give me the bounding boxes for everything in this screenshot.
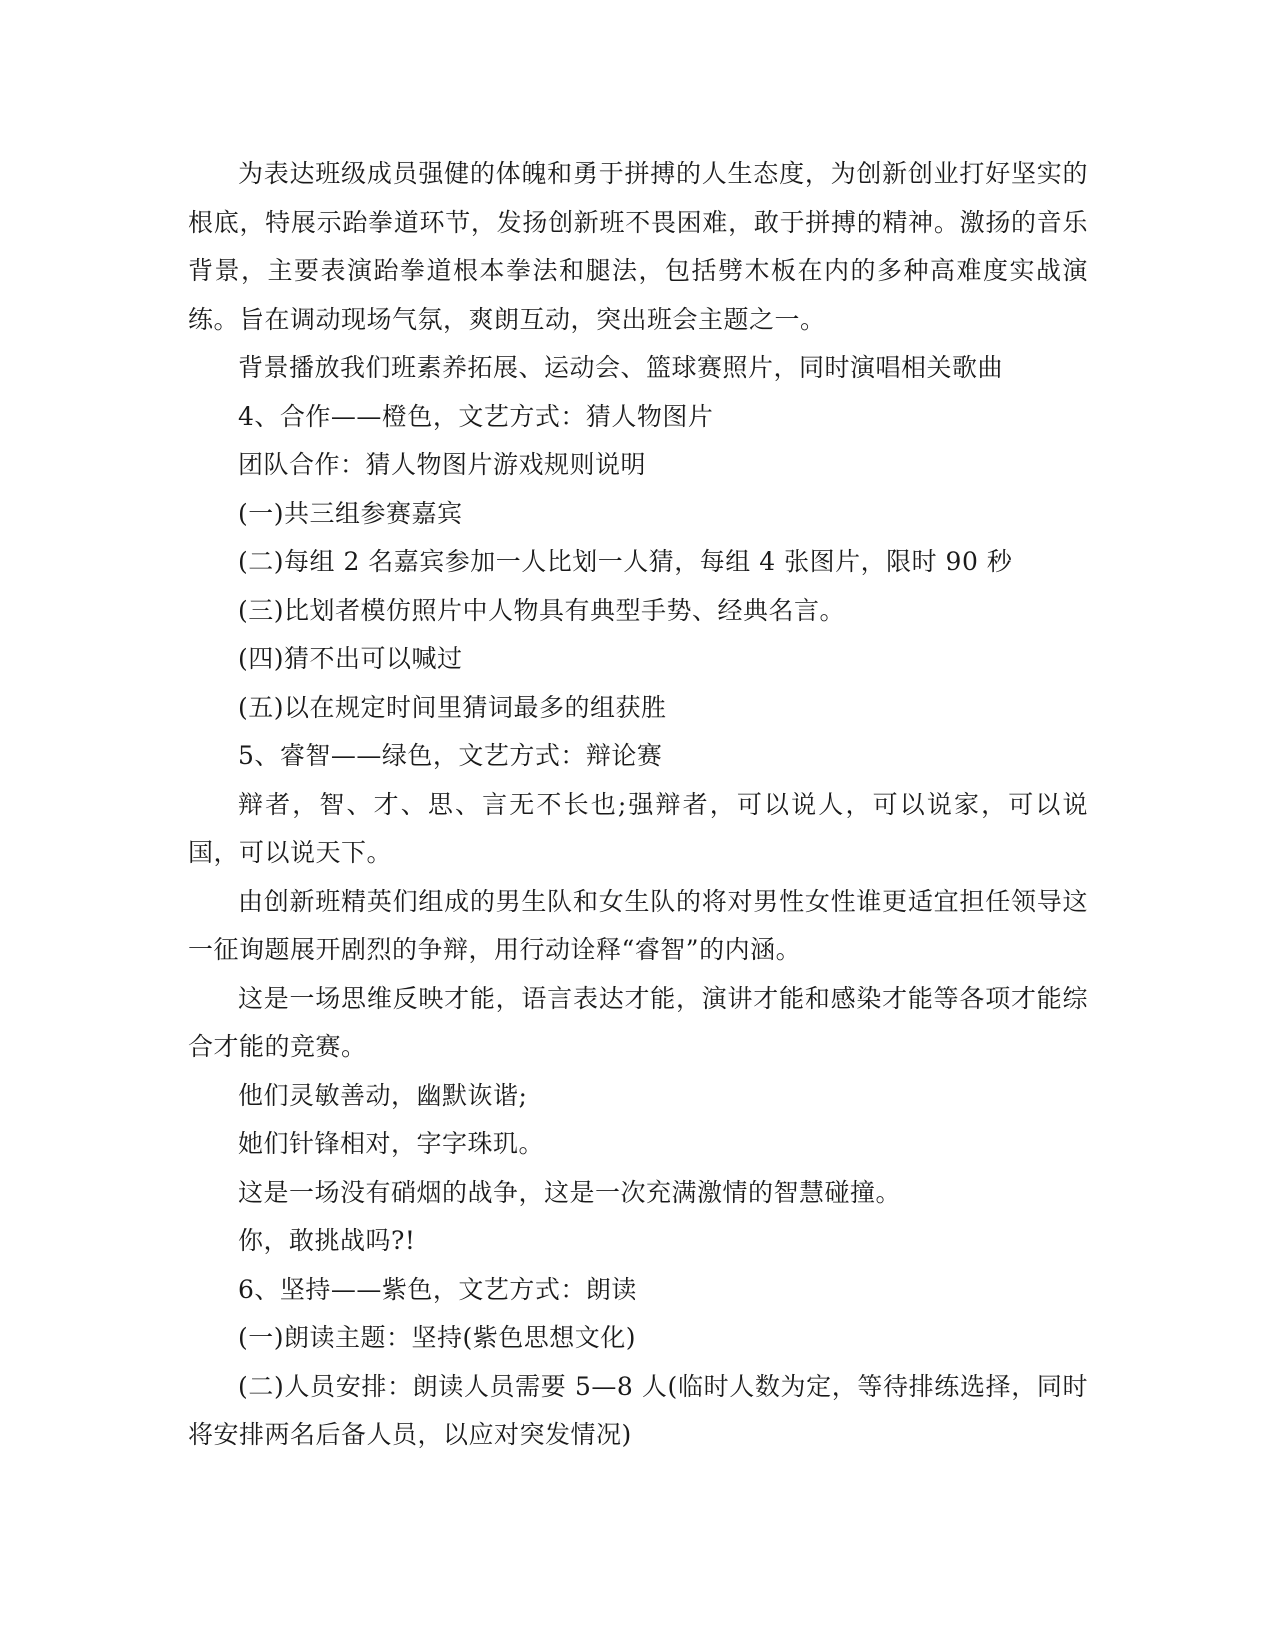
rule-item-4: (四)猜不出可以喊过 [238, 644, 463, 673]
reading-item-1: (一)朗读主题：坚持(紫色思想文化) [238, 1323, 637, 1352]
section-heading-cooperation: 4、合作——橙色，文艺方式：猜人物图片 [238, 401, 714, 431]
paragraph-debater: 辩者，智、才、思、言无不长也;强辩者，可以说人，可以说家，可以说国，可以说天下。 [188, 789, 1088, 867]
paragraph-taekwondo: 为表达班级成员强健的体魄和勇于拼搏的人生态度，为创新创业打好坚实的根底，特展示跆拳道环节，发扬创新班不畏困难，敢于拼搏的精神。激扬的音乐背景，主要表演跆拳道根本拳法和腿法，包括劈木板在内的多种高难度实战演练。旨在调动现场气氛，爽朗互动，突出班会主题之一。 [188, 159, 1088, 334]
section-heading-wisdom: 5、睿智——绿色，文艺方式：辩论赛 [238, 741, 663, 770]
paragraph-background-photos: 背景播放我们班素养拓展、运动会、篮球赛照片，同时演唱相关歌曲 [238, 353, 1004, 382]
paragraph-they-girls: 她们针锋相对，字字珠玑。 [238, 1129, 545, 1158]
document-body [188, 150, 1088, 1460]
paragraph-game-rules-title: 团队合作：猜人物图片游戏规则说明 [238, 450, 647, 479]
rule-item-5: (五)以在规定时间里猜词最多的组获胜 [238, 692, 667, 722]
paragraph-no-smoke-war: 这是一场没有硝烟的战争，这是一次充满激情的智慧碰撞。 [238, 1177, 902, 1207]
rule-item-1: (一)共三组参赛嘉宾 [238, 498, 463, 528]
paragraph-teams: 由创新班精英们组成的男生队和女生队的将对男性女性谁更适宜担任领导这一征询题展开剧烈的争辩，用行动诠释“睿智”的内涵。 [188, 886, 1088, 964]
reading-item-2: (二)人员安排：朗读人员需要 5—8 人(临时人数为定，等待排练选择，同时将安排两名后备人员，以应对突发情况) [188, 1371, 1088, 1449]
paragraph-competition: 这是一场思维反映才能，语言表达才能，演讲才能和感染才能等各项才能综合才能的竞赛。 [188, 983, 1088, 1061]
section-heading-persistence: 6、坚持——紫色，文艺方式：朗读 [238, 1274, 637, 1304]
rule-item-3: (三)比划者模仿照片中人物具有典型手势、经典名言。 [238, 595, 846, 625]
paragraph-they-boys: 他们灵敏善动，幽默诙谐; [238, 1080, 528, 1110]
paragraph-dare-challenge: 你，敢挑战吗?! [238, 1226, 416, 1255]
rule-item-2: (二)每组 2 名嘉宾参加一人比划一人猜，每组 4 张图片，限时 90 秒 [238, 547, 1013, 576]
